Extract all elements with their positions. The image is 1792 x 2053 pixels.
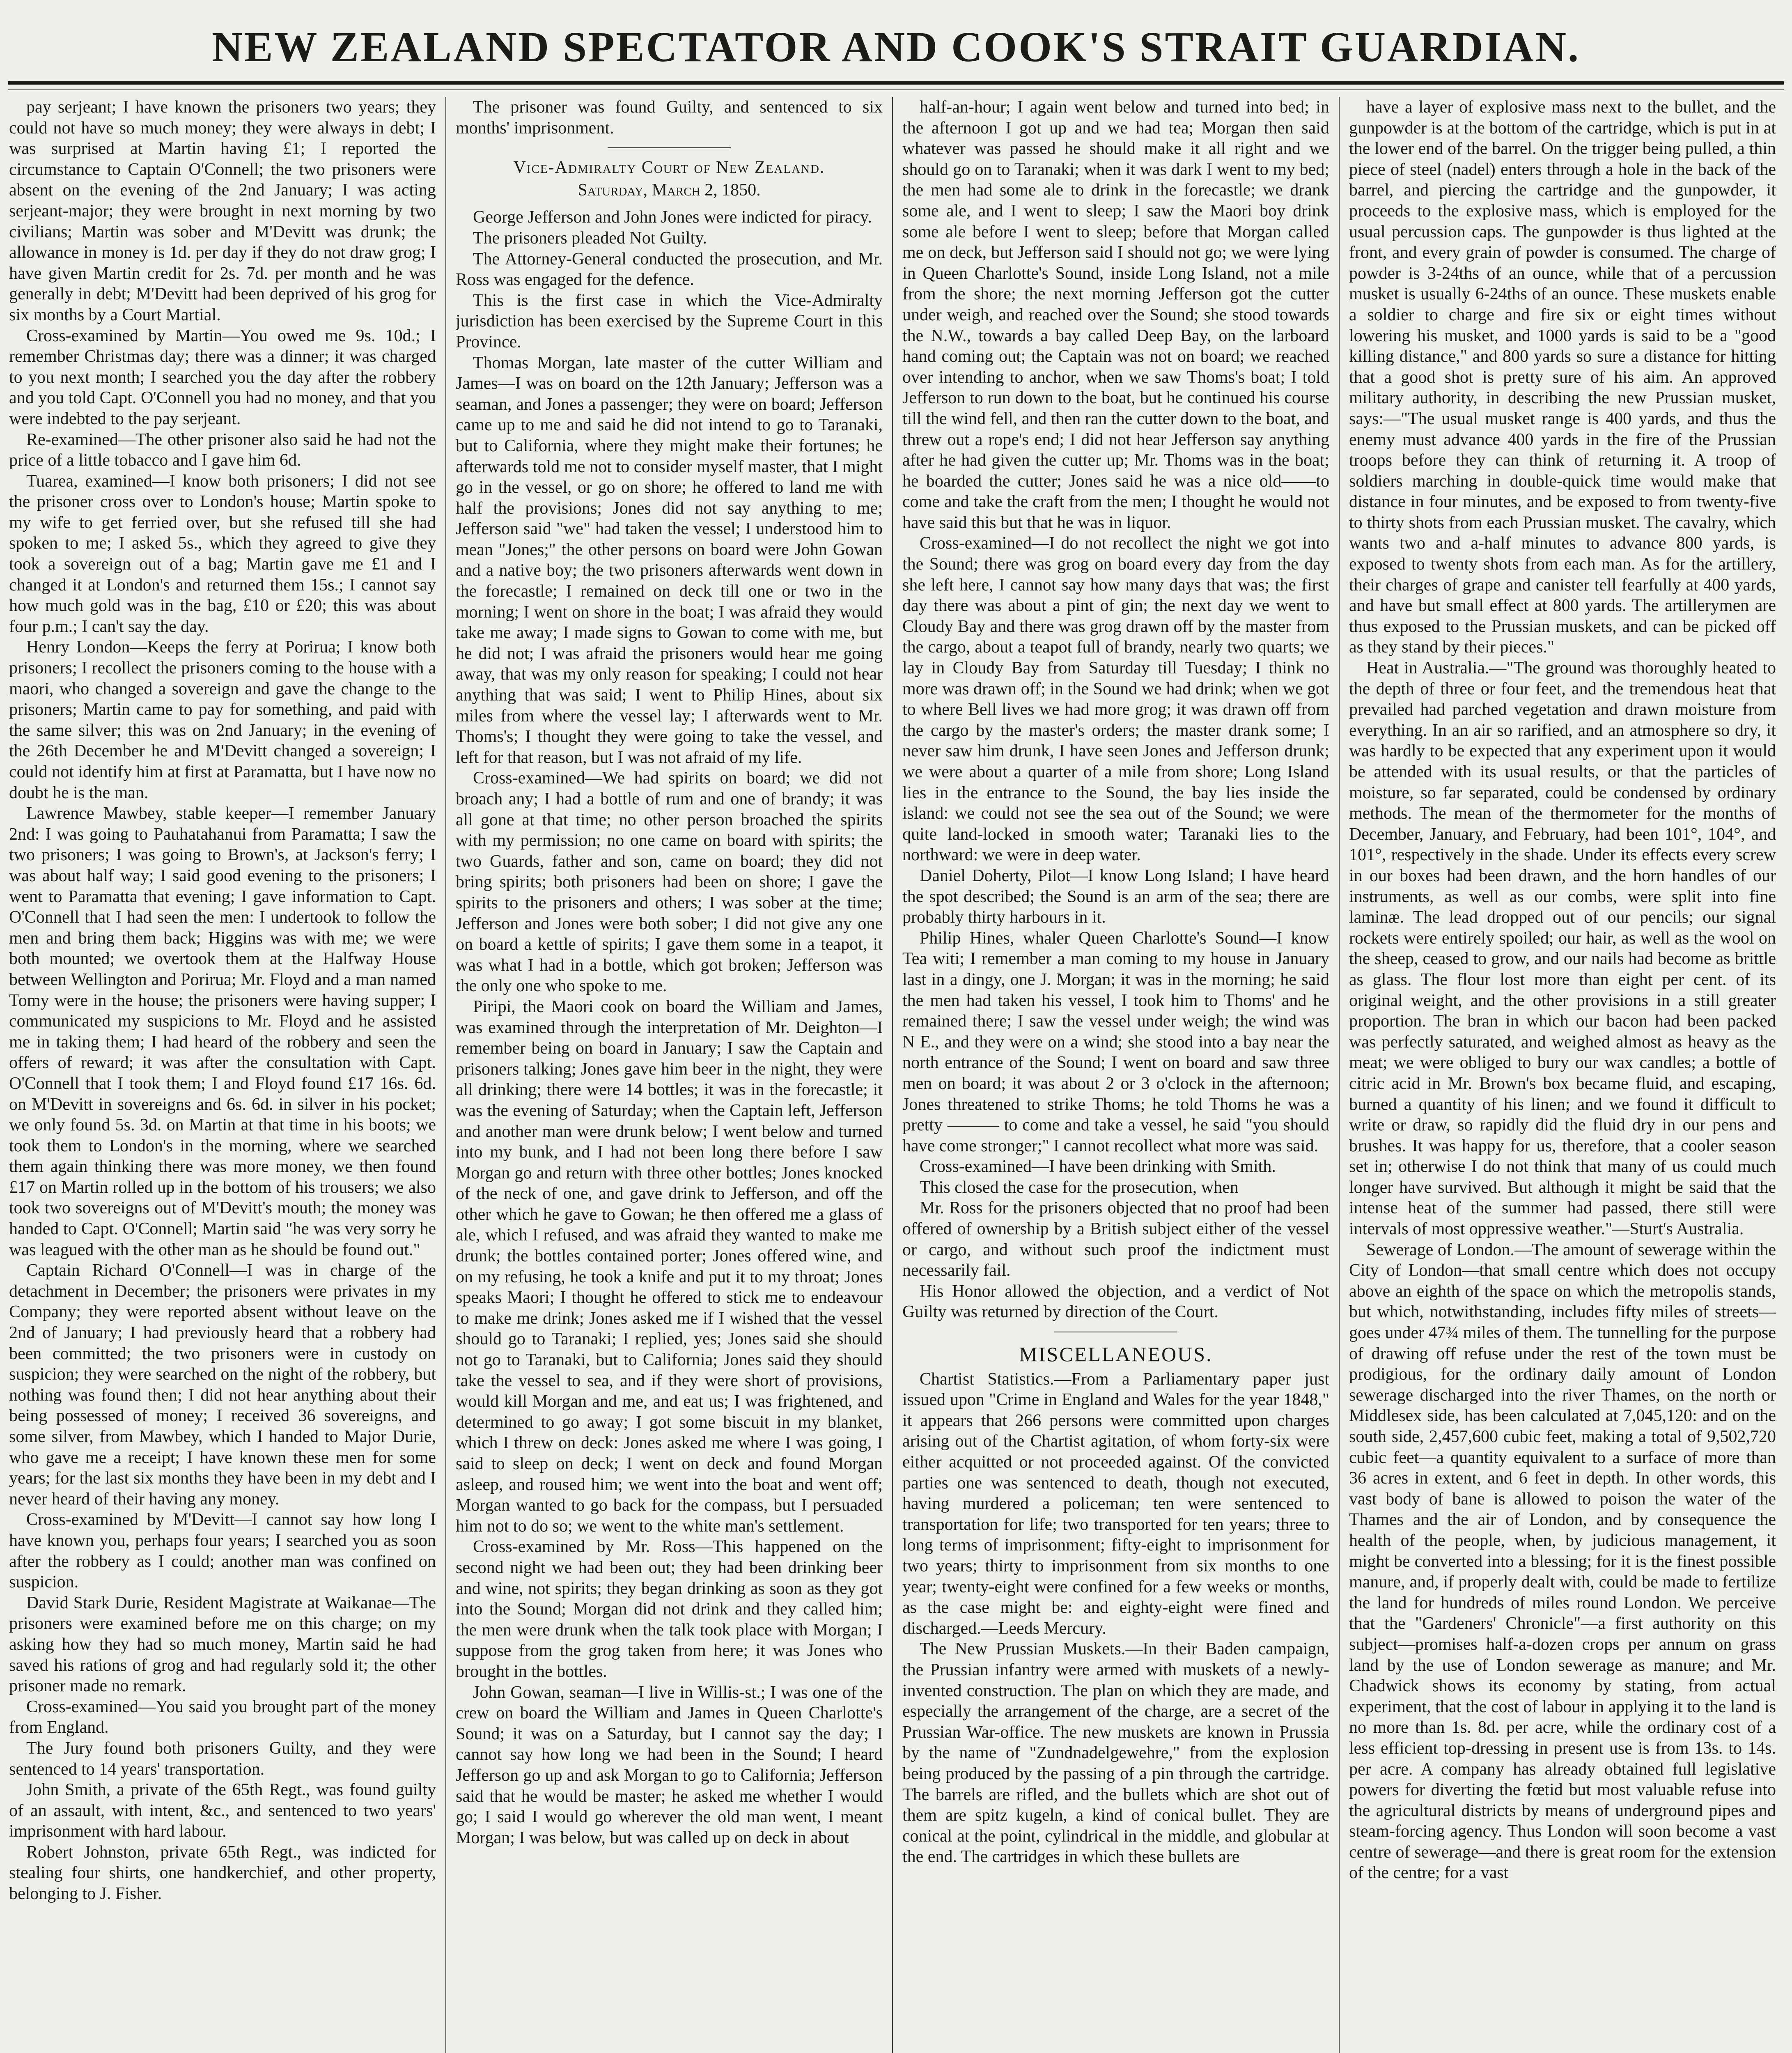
article-paragraph: Henry London—Keeps the ferry at Porirua; I know both prisoners; I recollect the prisoners coming to the house with a maori, who changed a sovereign and gave the change to the prisoners; Martin came to pay for something, and paid with the same silver; this was on 2nd January; in the evening of the 26th December he and M'Devitt changed a sovereign; I could not identify him at first at Paramatta, but I have now no doubt he is the man. <box>9 638 436 802</box>
article-paragraph: Daniel Doherty, Pilot—I know Long Island; I have heard the spot described; the Sound is an arm of the sea; there are probably thirty harbours in it. <box>902 866 1329 927</box>
article-paragraph: Tuarea, examined—I know both prisoners; I did not see the prisoner cross over to London's house; Martin spoke to my wife to get ferried over, but she refused till she had spoken to me; I asked 5s., which they agreed to give they took a sovereign out of a bag; Martin gave me £1 and I changed it at London's and returned them 15s.; I cannot say how much gold was in the bag, £10 or £20; this was about four p.m.; I can't say the day. <box>9 471 436 636</box>
court-date: Saturday, March 2, 1850. <box>578 180 761 200</box>
article-paragraph: Piripi, the Maori cook on board the William and James, was examined through the interpretation of Mr. Deighton—I remember being on board in January; I saw the Captain and prisoners talking; Jones gave him beer in the night, they were all drinking; there were 14 bottles; it was in the forecastle; it was the evening of Saturday; when the Captain left, Jefferson and another man were drunk below; I went below and turned into my bunk, and I had not been long there before I saw Morgan go and return with three other bottles; Jones knocked of the neck of one, and gave drink to Jefferson, and off the other which he gave to Gowan; he then offered me a glass of ale, which I refused, and was afraid they wanted to make me drunk; the bottles contained porter; Jones offered wine, and on my refusing, he took a knife and put it to my throat; Jones speaks Maori; I thought he offered to stick me to endeavour to make me drink; Jones asked me if I wished that the vessel should go to Taranaki; I replied, yes; Jones said she should not go to Taranaki, but to California; Jones said they should take the vessel to sea, and if they were short of provisions, would kill Morgan and me, and eat us; I was frightened, and determined to go away; I got some biscuit in my blanket, which I threw on deck: Jones asked me where I was going, I said to sleep on deck; I went on deck and found Morgan asleep, and roused him; we went into the boat and went off; Morgan wanted to go back for the compass, but I persuaded him not to do so; we went to the white man's settlement. <box>456 997 883 1536</box>
column-2 <box>456 97 883 2053</box>
article-paragraph: This closed the case for the prosecution, when <box>920 1178 1239 1197</box>
article-paragraph: Lawrence Mawbey, stable keeper—I remember January 2nd: I was going to Pauhatahanui from Paramatta; I saw the two prisoners; I was going to Brown's, at Jackson's ferry; I was about half way; I said good evening to the prisoners; I went to Paramatta that evening; I gave information to Capt. O'Connell that I had seen the men: I undertook to follow the men and bring them back; Higgins was with me; we were both mounted; we overtook them at the Halfway House between Wellington and Porirua; Mr. Floyd and a man named Tomy were in the house; the prisoners were having supper; I communicated my suspicions to Mr. Floyd and he assisted me in taking them; I had heard of the robbery and seen the offers of reward; it was after the consultation with Capt. O'Connell that I took them; I and Floyd found £17 16s. 6d. on M'Devitt in sovereigns and 6s. 6d. in silver in his pocket; we only found 5s. 3d. on Martin at that time in his boots; we took them to London's in the morning, where we searched them again thinking there was more money, we then found £17 on Martin rolled up in the bottom of his trousers; we also took two sovereigns out of M'Devitt's mouth; the money was handed to Capt. O'Connell; Martin said "he was very sorry he was leagued with the other man as he should be found out." <box>9 804 436 1259</box>
article-paragraph: George Jefferson and John Jones were indicted for piracy. <box>473 208 872 227</box>
article-paragraph: Chartist Statistics.—From a Parliamentary paper just issued upon "Crime in England and Wales for the year 1848," it appears that 266 persons were committed upon charges arising out of the Chartist agitation, of whom forty-six were either acquitted or not proceeded against. Of the convicted parties one was sentenced to death, though not executed, having murdered a policeman; ten were sentenced to transportation for life; two transported for ten years; three to long terms of imprisonment; fifty-eight to imprisonment for two years; thirty to imprisonment from six months to one year; twenty-eight were confined for a few weeks or months, as the case might be: and eighty-eight were fined and discharged.—Leeds Mercury. <box>902 1369 1329 1638</box>
masthead-rule-thin <box>8 89 1784 90</box>
miscellaneous-text <box>902 1369 1329 1867</box>
article-paragraph: John Smith, a private of the 65th Regt., was found guilty of an assault, with intent, &c., and sentenced to two years' imprisonment with hard labour. <box>9 1780 436 1841</box>
article-paragraph: Cross-examined—We had spirits on board; we did not broach any; I had a bottle of rum and one of brandy; it was all gone at that time; no other person broached the spirits with my permission; no one came on board with spirits; the two Guards, father and son, came on board; they did not bring spirits; both prisoners had been on shore; I gave the spirits to the prisoners and others; I was sober at the time; Jefferson and Jones were both sober; I did not give any one on board a kettle of spirits; I gave them some in a teapot, it was what I had in a bottle, which got broken; Jefferson was the only one who spoke to me. <box>456 769 883 996</box>
article-paragraph: David Stark Durie, Resident Magistrate at Waikanae—The prisoners were examined before me on this charge; on my asking how they had so much money, Martin said he had saved his rations of grog and had regularly sold it; the other prisoner made no remark. <box>9 1593 436 1696</box>
column-1-text <box>9 97 436 1904</box>
masthead-title: NEW ZEALAND SPECTATOR AND COOK'S STRAIT GUARDIAN. <box>212 23 1580 71</box>
article-paragraph: The prisoners pleaded Not Guilty. <box>473 228 707 248</box>
column-divider <box>1339 97 1340 2053</box>
article-paragraph: The Jury found both prisoners Guilty, and they were sentenced to 14 years' transportation. <box>9 1738 436 1779</box>
section-title-miscellaneous: MISCELLANEOUS. <box>1019 1343 1213 1366</box>
article-paragraph: The Attorney-General conducted the prosecution, and Mr. Ross was engaged for the defence. <box>456 249 883 289</box>
article-paragraph: half-an-hour; I again went below and turned into bed; in the afternoon I got up and we had tea; Morgan then said whatever was passed he should make it all right and we should go on to Taranaki; when it was dark I went to my bed; the men had some ale to drink in the forecastle; we drank some ale, and I went to sleep; I saw the Maori boy drink some ale before I went to sleep; before that Morgan called me on deck, but Jefferson said I should not go; we were lying in Queen Charlotte's Sound, inside Long Island, not a mile from the shore; the next morning Jefferson got the cutter under weigh, and reached over the Sound; she stood towards the N.W., towards a bay called Deep Bay, on the larboard hand coming out; the Captain was not on board; we reached over intending to anchor, when we saw Thoms's boat; I told Jefferson to run down to the boat, but he continued his course till the wind fell, and then ran the cutter down to the boat, and threw out a rope's end; I did not hear Jefferson say anything after he had given the cutter up; Mr. Thoms was in the boat; he boarded the cutter; Jones said he was a nice old——to come and take the craft from the men; I thought he would not have said this but that he was in liquor. <box>902 98 1329 532</box>
article-paragraph: Cross-examined by M'Devitt—I cannot say how long I have known you, perhaps four years; I searched you as soon after the robbery as I could; another man was confined on suspicion. <box>9 1510 436 1592</box>
article-paragraph: Heat in Australia.—"The ground was thoroughly heated to the depth of three or four feet, and the tremendous heat that prevailed had parched vegetation and drawn moisture from everything. In an air so rarified, and an atmosphere so dry, it was hardly to be expected that any experiment upon it would be attended with its usual results, or that the particles of moisture, so far separated, could be condensed by ordinary methods. The mean of the thermometer for the months of December, January, and February, had been 101°, 104°, and 101°, respectively in the shade. Under its effects every screw in our boxes had been drawn, and the horn handles of our instruments, as well as our combs, were split into fine laminæ. The lead dropped out of our pencils; our signal rockets were entirely spoiled; our hair, as well as the wool on the sheep, ceased to grow, and our nails had become as brittle as glass. The flour lost more than eight per cent. of its original weight, and the other provisions in a still greater proportion. The bran in which our bacon had been packed was perfectly saturated, and weighed almost as heavy as the meat; we were obliged to bury our wax candles; a bottle of citric acid in Mr. Brown's box became fluid, and escaping, burned a quantity of his linen; and we found it difficult to write or draw, so rapidly did the fluid dry in our pens and brushes. It was happy for us, therefore, that a cooler season set in; otherwise I do not think that many of us could much longer have survived. But although it might be said that the intense heat of the summer had passed, there still were intervals of most oppressive weather."—Sturt's Australia. <box>1349 659 1776 1239</box>
sentence-paragraph: The prisoner was found Guilty, and sentenced to six months' imprisonment. <box>456 98 883 138</box>
column-2-text <box>456 207 883 1848</box>
article-paragraph: have a layer of explosive mass next to the bullet, and the gunpowder is at the bottom of the cartridge, which is put in at the lower end of the barrel. On the trigger being pulled, a thin piece of steel (nadel) enters through a hole in the back of the barrel, and piercing the cartridge and the gunpowder, it proceeds to the explosive mass, which is employed for the usual percussion caps. The gunpowder is thus lighted at the front, and every grain of powder is consumed. The charge of powder is 3-24ths of an ounce, while that of a percussion musket is usually 6-24ths of an ounce. These muskets enable a soldier to charge and fire six or eight times without lowering his musket, and 1000 yards is said to be a "good killing distance," and 800 yards so sure a distance for hitting that a good shot is pretty sure of his aim. An approved military authority, in describing the new Prussian musket, says:—"The usual musket range is 400 yards, and thus the enemy must advance 400 yards in the fire of the Prussian troops before they can think of returning it. A troop of soldiers marching in double-quick time would make that distance in four minutes, and be exposed to from twenty-five to thirty shots from each Prussian musket. The cavalry, which wants two and a-half minutes to advance 800 yards, is exposed to twenty shots from each man. As for the artillery, their charges of grape and canister tell fearfully at 400 yards, and have but small effect at 800 yards. The artillerymen are thus exposed to the Prussian muskets, and can be picked off as they stand by their pieces." <box>1349 98 1776 657</box>
article-paragraph: Sewerage of London.—The amount of sewerage within the City of London—that small centre which does not occupy above an eighth of the space on which the metropolis stands, but which, notwithstanding, includes fifty miles of streets—goes under 47¾ miles of them. The tunnelling for the purpose of drawing off refuse under the rest of the town must be prodigious, for the ordinary daily amount of London sewerage discharged into the river Thames, on the north or Middlesex side, has been calculated at 7,045,120: and on the south side, 2,457,600 cubic feet, making a total of 9,502,720 cubic feet—a quantity equivalent to a surface of more than 36 acres in extent, and 6 feet in depth. In other words, this vast body of bane is allowed to poison the water of the Thames and the air of London, and by consequence the health of the people, when, by judicious management, it might be converted into a blessing; for it is the finest possible manure, and, if properly dealt with, could be made to fertilize the land for hundreds of miles round London. We perceive that the "Gardeners' Chronicle"—a first authority on this subject—promises half-a-dozen crops per annum on grass land by the use of London sewerage as manure; and Mr. Chadwick shows its economy by stating, from actual experiment, that the cost of labour in applying it to the land is no more than 1s. 8d. per acre, while the ordinary cost of a less efficient top-dressing in present use is from 13s. to 14s. per acre. A company has already obtained full legislative powers for diverting the fœtid but most valuable refuse into the agricultural districts by means of underground pipes and steam-forcing agency. Thus London will soon become a vast centre of sewerage—and there is great room for the extension of the centre; for a vast <box>1349 1240 1776 1883</box>
article-paragraph: His Honor allowed the objection, and a verdict of Not Guilty was returned by direction of the Court. <box>902 1281 1329 1322</box>
masthead-rule <box>8 81 1784 85</box>
column-3 <box>902 97 1329 2053</box>
article-paragraph: Re-examined—The other prisoner also said he had not the price of a little tobacco and I gave him 6d. <box>9 430 436 470</box>
article-paragraph: Cross-examined—I do not recollect the night we got into the Sound; there was grog on board every day from the day she left here, I cannot say how many days that was; the first day there was about a pint of gin; the next day we went to Cloudy Bay and there was grog drawn off by the master from the cargo, about a teapot full of brandy, nearly two quarts; we lay in Cloudy Bay from Saturday till Tuesday; I think no more was drawn off; in the Sound we had drink; when we got to where Bell lives we had more grog; it was drawn off from the cargo by the master's orders; the master drank some; I never saw him drunk, I have seen Jones and Jefferson drunk; we were about a quarter of a mile from shore; Long Island lies in the entrance to the Sound, the bay lies inside the island: we could not see the sea out of the Sound; we were quite land-locked in smooth water; Taranaki lies to the northward: we were in deep water. <box>902 534 1329 865</box>
article-paragraph: pay serjeant; I have known the prisoners two years; they could not have so much money; they were always in debt; I was surprised at Martin having £1; I reported the circumstance to Captain O'Connell; the two prisoners were absent on the evening of the 2nd January; I was acting serjeant-major; they were brought in next morning by two civilians; Martin was sober and M'Devitt was drunk; the allowance in money is 1d. per day if they do not draw grog; I have given Martin credit for 2s. 7d. per month and he was generally in debt; M'Devitt had been deprived of his grog for six months by a Court Martial. <box>9 98 436 324</box>
article-paragraph: Cross-examined by Martin—You owed me 9s. 10d.; I remember Christmas day; there was a dinner; it was charged to you next month; I searched you the day after the robbery and you told Capt. O'Connell you had no money, and that you were indebted to the pay serjeant. <box>9 326 436 428</box>
article-paragraph: Cross-examined—You said you brought part of the money from England. <box>9 1697 436 1737</box>
article-paragraph: The New Prussian Muskets.—In their Baden campaign, the Prussian infantry were armed with muskets of a newly-invented construction. The plan on which they are made, and especially the arrangement of the charge, are a secret of the Prussian War-office. The new muskets are known in Prussia by the name of "Zundnadelgewehre," from the explosion being produced by the passing of a pin through the cartridge. The barrels are rifled, and the bullets which are shot out of them are spitz kugeln, a kind of conical bullet. They are conical at the point, cylindrical in the middle, and globular at the end. The cartridges in which these bullets are <box>902 1640 1329 1867</box>
column-4-text <box>1349 97 1776 1883</box>
article-paragraph: Cross-examined by Mr. Ross—This happened on the second night we had been out; they had been drinking beer and wine, not spirits; they began drinking as soon as they got into the Sound; Morgan did not drink and they called him; the men were drunk when the talk took place with Morgan; I suppose from the grog taken from here; it was Jones who brought in the bottles. <box>456 1537 883 1681</box>
article-paragraph: Mr. Ross for the prisoners objected that no proof had been offered of ownership by a British subject either of the vessel or cargo, and without such proof the indictment must necessarily fail. <box>902 1199 1329 1280</box>
column-3-text <box>902 97 1329 1323</box>
article-paragraph: Cross-examined—I have been drinking with Smith. <box>920 1157 1276 1176</box>
article-paragraph: Captain Richard O'Connell—I was in charge of the detachment in December; the prisoners were privates in my Company; they were reported absent without leave on the 2nd of January; I had previously heard that a robbery had been committed; the two prisoners were in custody on suspicion; they were searched on the night of the robbery, but nothing was found then; I did not hear anything about their being possessed of money; I received 36 sovereigns, and some silver, from Mawbey, which I handed to Major Durie, who gave me a receipt; I have known these men for some years; for the last six months they have been in my debt and I never heard of their having any money. <box>9 1261 436 1509</box>
article-paragraph: This is the first case in which the Vice-Admiralty jurisdiction has been exercised by the Supreme Court in this Province. <box>456 291 883 351</box>
article-paragraph: Robert Johnston, private 65th Regt., was indicted for stealing four shirts, one handkerchief, and other property, belonging to J. Fisher. <box>9 1842 436 1904</box>
column-divider <box>892 97 893 2053</box>
article-paragraph: Philip Hines, whaler Queen Charlotte's Sound—I know Tea witi; I remember a man coming to my house in January last in a dingy, one J. Morgan; it was in the morning; he said the men had taken his vessel, I took him to Thoms' and he remained there; I saw the vessel under weigh; the wind was N E., and they were on a wind; she stood into a bay near the north entrance of the Sound; I went on board and saw three men on board; it was about 2 or 3 o'clock in the afternoon; Jones threatened to strike Thoms; he told Thoms he was a pretty ——— to come and take a vessel, he said "you should have come stronger;" I cannot recollect what more was said. <box>902 928 1329 1155</box>
column-4 <box>1349 97 1776 2053</box>
article-paragraph: John Gowan, seaman—I live in Willis-st.; I was one of the crew on board the William and James in Queen Charlotte's Sound; it was on a Saturday, but I cannot say the day; I cannot say how long we had been in the Sound; I heard Jefferson go up and ask Morgan to go to California; Jefferson said that he would be master; he asked me whether I would go; I said I would go wherever the old man went, I meant Morgan; I was below, but was called up on deck in about <box>456 1683 883 1847</box>
article-paragraph: Thomas Morgan, late master of the cutter William and James—I was on board on the 12th January; Jefferson was a seaman, and Jones a passenger; they were on board; Jefferson came up to me and said he did not intend to go to Taranaki, but to California, where they might make their fortunes; he afterwards told me not to consider myself master, that I might go in the vessel, or go on shore; he offered to land me with half the provisions; Jones did not say anything to me; Jefferson said "we" had taken the vessel; I understood him to mean "Jones;" the other persons on board were John Gowan and a native boy; the two prisoners afterwards went down in the forecastle; I remained on deck till one or two in the morning; I went on shore in the boat; I was afraid they would take me away; I made signs to Gowan to come with me, but he did not; I was afraid the prisoners would hear me going away, that was my only reason for speaking; I could not hear anything that was said; I went to Philip Hines, about six miles from where the vessel lay; I afterwards went to Mr. Thoms's; I thought they were going to take the vessel, and left for that reason, but I was not afraid of my life. <box>456 353 883 767</box>
column-divider <box>445 97 446 2053</box>
column-1 <box>9 97 436 2053</box>
section-rule <box>608 147 731 148</box>
court-heading: Vice-Admiralty Court of New Zealand. <box>513 158 825 177</box>
